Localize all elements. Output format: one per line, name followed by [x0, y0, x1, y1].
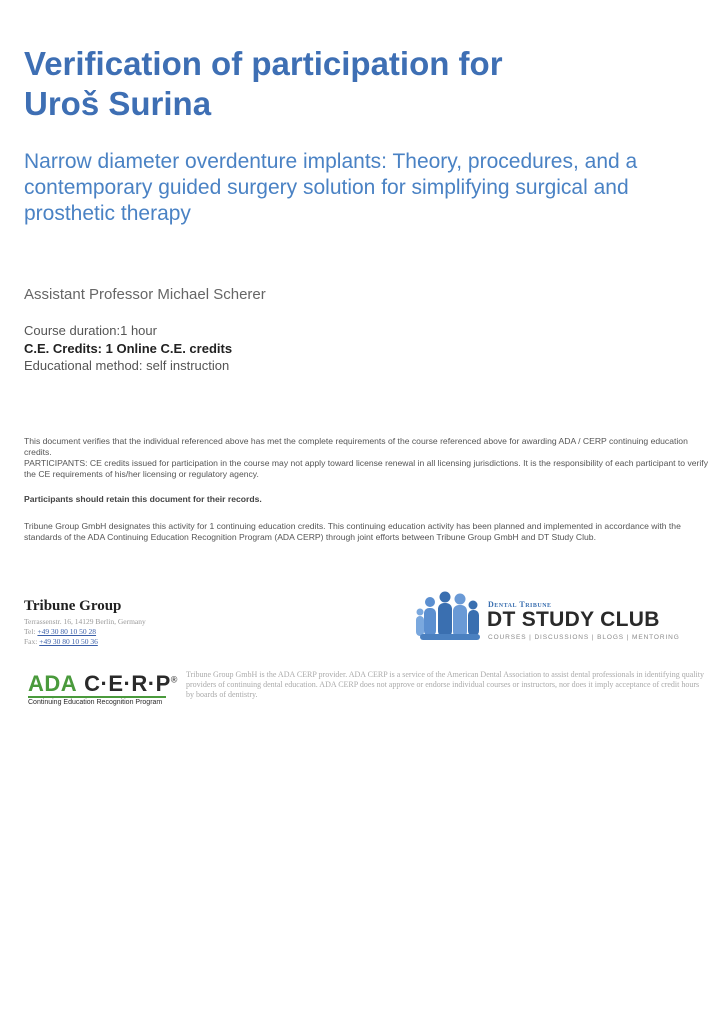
tribune-fax: Fax: +49 30 80 10 50 36 [24, 637, 98, 646]
ada-cerp-logo [28, 671, 178, 707]
dental-tribune-brand: Dental Tribune [488, 600, 552, 609]
tribune-tel: Tel: +49 30 80 10 50 28 [24, 627, 97, 636]
participant-name: Uroš Surina [24, 85, 212, 122]
course-details [24, 322, 232, 375]
tribune-group-address [24, 617, 146, 647]
participants-text: PARTICIPANTS: CE credits issued for participation in the course may not apply toward license renewal in all licensing jurisdictions. It is the responsibility of each participant to verify the CE requirements of his/her licensing or regulatory agency. [24, 458, 708, 479]
dt-study-club-name: DT STUDY CLUB [487, 608, 660, 631]
title-line-1: Verification of participation for [24, 45, 503, 82]
tel-link[interactable]: +49 30 80 10 50 28 [37, 627, 97, 636]
ada-cerp-statement: Tribune Group GmbH is the ADA CERP provider. ADA CERP is a service of the American Dental Association to assist dental professionals in identifying quality providers of continuing dental education. ADA CERP does not approve or endorse individual courses or instructors, nor does it imply acceptance of credit hours by boards of dentistry. [186, 670, 704, 699]
presenter-name: Assistant Professor Michael Scherer [24, 286, 266, 303]
course-title: Narrow diameter overdenture implants: Theory, procedures, and a contemporary guided surgery solution for simplifying surgical and prosthetic therapy [24, 150, 638, 225]
dt-study-club-logo [416, 590, 706, 652]
educational-method: Educational method: self instruction [24, 358, 230, 373]
people-group-icon [416, 590, 484, 652]
designation-text: Tribune Group GmbH designates this activity for 1 continuing education credits. This continuing education activity has been planned and implemented in accordance with the standards of the ADA Continuing Education Recognition Program (ADA CERP) through joint efforts between Tribune Group GmbH and DT Study Club. [24, 521, 681, 542]
verification-text: This document verifies that the individual referenced above has met the complete requirements of the course referenced above for awarding ADA / CERP continuing education credits. [24, 436, 688, 457]
course-duration: Course duration:1 hour [24, 323, 157, 338]
ada-divider [28, 696, 166, 698]
dt-study-club-tagline: COURSES | DISCUSSIONS | BLOGS | MENTORING [488, 634, 680, 641]
fax-link[interactable]: +49 30 80 10 50 36 [39, 637, 98, 646]
tribune-group-name: Tribune Group [24, 598, 122, 614]
ce-credits: C.E. Credits: 1 Online C.E. credits [24, 340, 233, 356]
certificate-title [24, 44, 704, 124]
tribune-address: Terrassenstr. 16, 14129 Berlin, Germany [24, 617, 146, 626]
retain-text: Participants should retain this document for their records. [24, 494, 262, 504]
ada-cerp-subtitle: Continuing Education Recognition Program [28, 699, 163, 706]
ada-cerp-wordmark: ADA C·E·R·P® [28, 671, 178, 696]
